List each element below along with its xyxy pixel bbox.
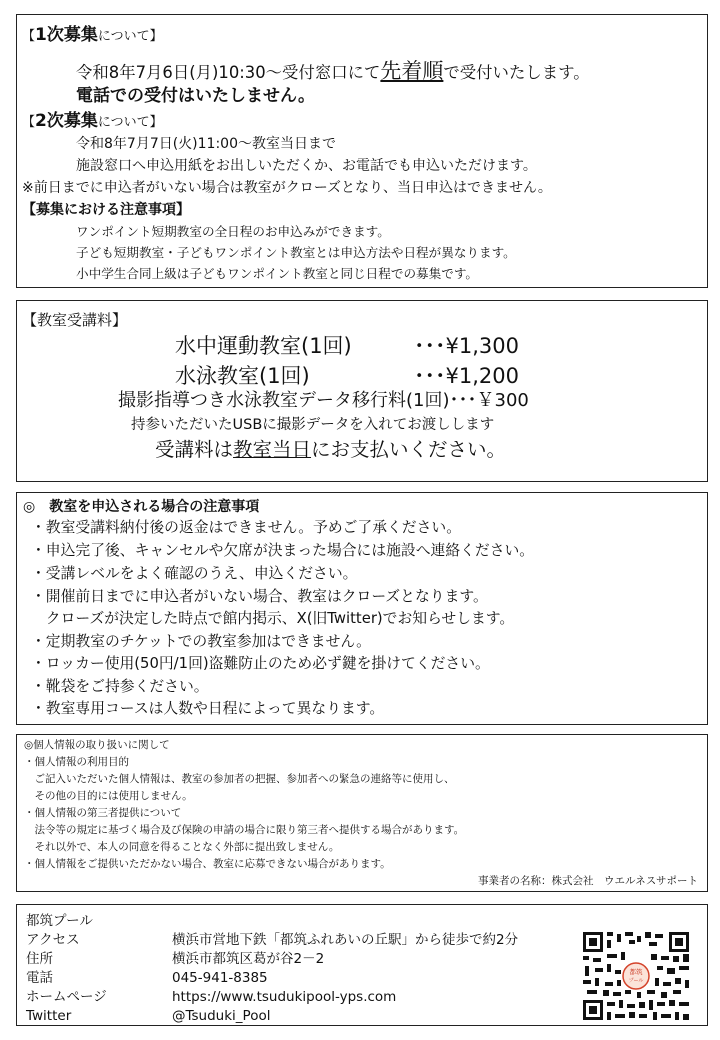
info-label: アクセス xyxy=(26,932,80,948)
application-note: ・ロッカー使用(50円/1回)盗難防止のため必ず鍵を掛けてください。 xyxy=(31,655,490,672)
usb-note: 持参いただいたUSBに撮影データを入れてお渡しします xyxy=(131,417,495,433)
fee-price: ･･･¥1,300 xyxy=(414,334,519,358)
second-recruit-date: 令和8年7月7日(火)11:00～教室当日まで xyxy=(76,136,336,152)
operator-name: 事業者の名称：株式会社 ウエルネスサポート xyxy=(478,875,698,887)
info-label: 電話 xyxy=(26,970,53,986)
svg-text:都筑: 都筑 xyxy=(629,968,643,976)
caution-heading: 【募集における注意事項】 xyxy=(22,202,190,218)
fee-heading: 【教室受講料】 xyxy=(22,311,128,329)
fee-price: ･･･¥1,200 xyxy=(414,364,519,388)
info-label: Twitter xyxy=(26,1008,72,1024)
application-notes-heading: ◎ 教室を申込される場合の注意事項 xyxy=(23,499,260,515)
application-note: ・受講レベルをよく確認のうえ、申込ください。 xyxy=(31,565,358,582)
privacy-line: ・個人情報をご提供いただかない場合、教室に応募できない場合があります。 xyxy=(24,858,391,870)
facility-name: 都筑プール xyxy=(26,913,93,929)
phone-value[interactable]: 045-941-8385 xyxy=(172,970,268,986)
photo-fee: 撮影指導つき水泳教室データ移行料(1回)･･･￥300 xyxy=(118,390,529,411)
second-recruit-desc: 施設窓口へ申込用紙をお出しいただくか、お電話でも申込いただけます。 xyxy=(76,158,537,174)
application-note: ・靴袋をご持参ください。 xyxy=(31,678,209,695)
caution-item: ワンポイント短期教室の全日程のお申込みができます。 xyxy=(76,224,390,239)
no-phone-notice: 電話での受付はいたしません。 xyxy=(76,86,316,106)
access-value: 横浜市営地下鉄「都筑ふれあいの丘駅」から徒歩で約2分 xyxy=(172,932,519,948)
svg-text:プール: プール xyxy=(628,978,644,984)
privacy-line: ・個人情報の第三者提供について xyxy=(24,807,182,819)
application-note: クローズが決定した時点で館内掲示、X(旧Twitter)でお知らせします。 xyxy=(31,610,515,627)
info-label: ホームページ xyxy=(26,989,107,1005)
application-note: ・申込完了後、キャンセルや欠席が決まった場合には施設へ連絡ください。 xyxy=(31,542,535,559)
fee-name: 水中運動教室(1回) xyxy=(175,334,352,358)
caution-item: 子ども短期教室・子どもワンポイント教室とは申込方法や日程が異なります。 xyxy=(76,245,516,260)
second-recruit-heading: 【2次募集について】 xyxy=(22,111,163,131)
twitter-handle[interactable]: @Tsuduki_Pool xyxy=(172,1008,271,1024)
payment-note: 受講料は教室当日にお支払いください。 xyxy=(155,438,507,461)
application-note: ・教室受講料納付後の返金はできません。予めご了承ください。 xyxy=(31,519,462,536)
homepage-link[interactable]: https://www.tsudukipool-yps.com xyxy=(172,989,397,1005)
privacy-line: ◎個人情報の取り扱いに関して xyxy=(24,739,170,751)
privacy-line: それ以外で、本人の同意を得ることなく外部に提出致しません。 xyxy=(24,841,340,853)
privacy-line: ・個人情報の利用目的 xyxy=(24,756,129,768)
privacy-line: ご記入いただいた個人情報は、教室の参加者の把握、参加者への緊急の連絡等に使用し、 xyxy=(24,773,455,785)
fee-name: 水泳教室(1回) xyxy=(175,364,310,388)
first-recruit-date: 令和8年7月6日(月)10:30～受付窓口にて先着順で受付いたします。 xyxy=(76,59,590,83)
address-value: 横浜市都筑区葛が谷2－2 xyxy=(172,951,325,967)
application-note: ・開催前日までに申込者がいない場合、教室はクローズとなります。 xyxy=(31,588,488,605)
qr-code[interactable] xyxy=(581,930,691,1022)
first-recruit-heading: 【1次募集について】 xyxy=(22,25,163,45)
privacy-line: その他の目的には使用しません。 xyxy=(24,790,193,802)
caution-item: 小中学生合同上級は子どもワンポイント教室と同じ日程での募集です。 xyxy=(76,266,478,281)
privacy-line: 法令等の規定に基づく場合及び保険の申請の場合に限り第三者へ提供する場合があります。 xyxy=(24,824,465,836)
application-note: ・定期教室のチケットでの教室参加はできません。 xyxy=(31,633,371,650)
application-note: ・教室専用コースは人数や日程によって異なります。 xyxy=(31,700,385,717)
info-label: 住所 xyxy=(26,951,53,967)
closure-note: ※前日までに申込者がいない場合は教室がクローズとなり、当日申込はできません。 xyxy=(22,180,552,196)
